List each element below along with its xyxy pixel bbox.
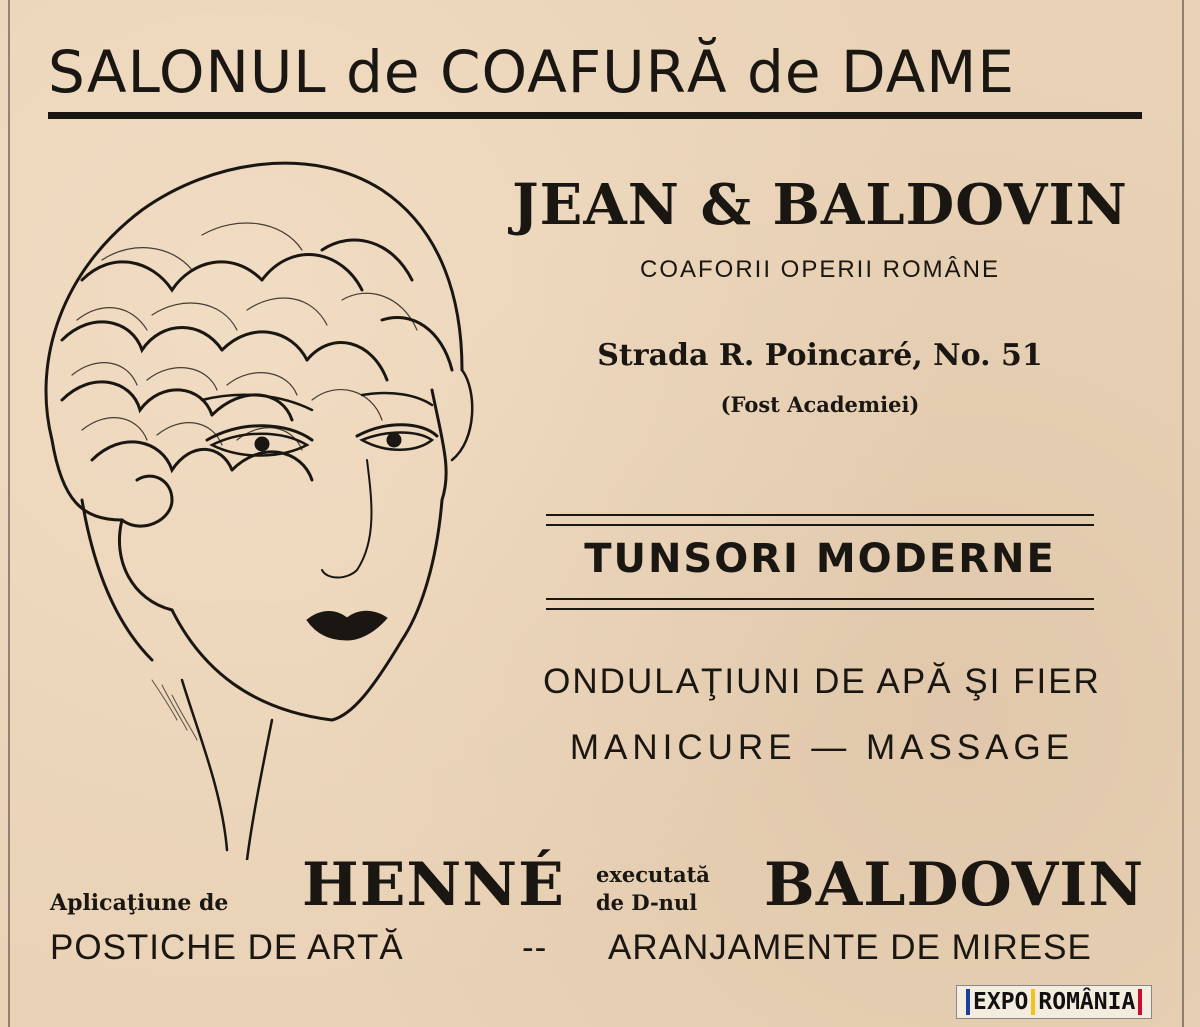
- ear-icon: [452, 370, 472, 460]
- flag-red-bar: [1138, 989, 1142, 1015]
- salon-name: JEAN & BALDOVIN: [512, 172, 1128, 238]
- right-eye-icon: [357, 425, 437, 450]
- henna-practitioner: BALDOVIN: [764, 850, 1145, 920]
- left-eye-icon: [207, 426, 312, 456]
- neck-icon: [182, 680, 272, 860]
- henna-executed-line2: de D-nul: [596, 890, 698, 915]
- salon-subtitle: COAFORII OPERII ROMÂNE: [639, 256, 1001, 283]
- address-note: (Fost Academiei): [720, 392, 920, 417]
- divider-bottom: [546, 598, 1094, 610]
- flag-blue-bar: [966, 989, 970, 1015]
- footer-right: ARANJAMENTE DE MIRESE: [608, 928, 1092, 967]
- footer-separator: --: [522, 928, 548, 967]
- henna-word: HENNÉ: [302, 850, 565, 920]
- title-underline: [48, 112, 1142, 119]
- watermark-part2: ROMÂNIA: [1038, 989, 1136, 1015]
- henna-line: [50, 850, 1150, 920]
- page-title: SALONUL de COAFURĂ de DAME: [48, 38, 1015, 106]
- footer-line: [50, 928, 1150, 978]
- flag-yellow-bar: [1031, 989, 1035, 1015]
- watermark-part1: EXPO: [973, 989, 1029, 1015]
- woman-portrait-illustration: [22, 140, 482, 860]
- service-waves: ONDULAŢIUNI DE APĂ ŞI FIER: [543, 662, 1101, 701]
- service-manicure: MANICURE — MASSAGE: [569, 728, 1075, 767]
- henna-executed-line1: executată: [596, 862, 710, 887]
- lips-icon: [307, 611, 387, 640]
- page-edge-left: [8, 0, 10, 1027]
- watermark-logo: [956, 985, 1152, 1019]
- footer-left: POSTICHE DE ARTĂ: [50, 928, 404, 967]
- nose-icon: [322, 460, 371, 578]
- henna-label: Aplicaţiune de: [50, 890, 229, 916]
- salon-address: Strada R. Poincaré, No. 51: [597, 338, 1043, 373]
- hair-icon: [46, 163, 462, 526]
- divider-top: [546, 514, 1094, 526]
- service-haircuts: TUNSORI MODERNE: [584, 536, 1056, 582]
- page-edge-right: [1182, 0, 1184, 1027]
